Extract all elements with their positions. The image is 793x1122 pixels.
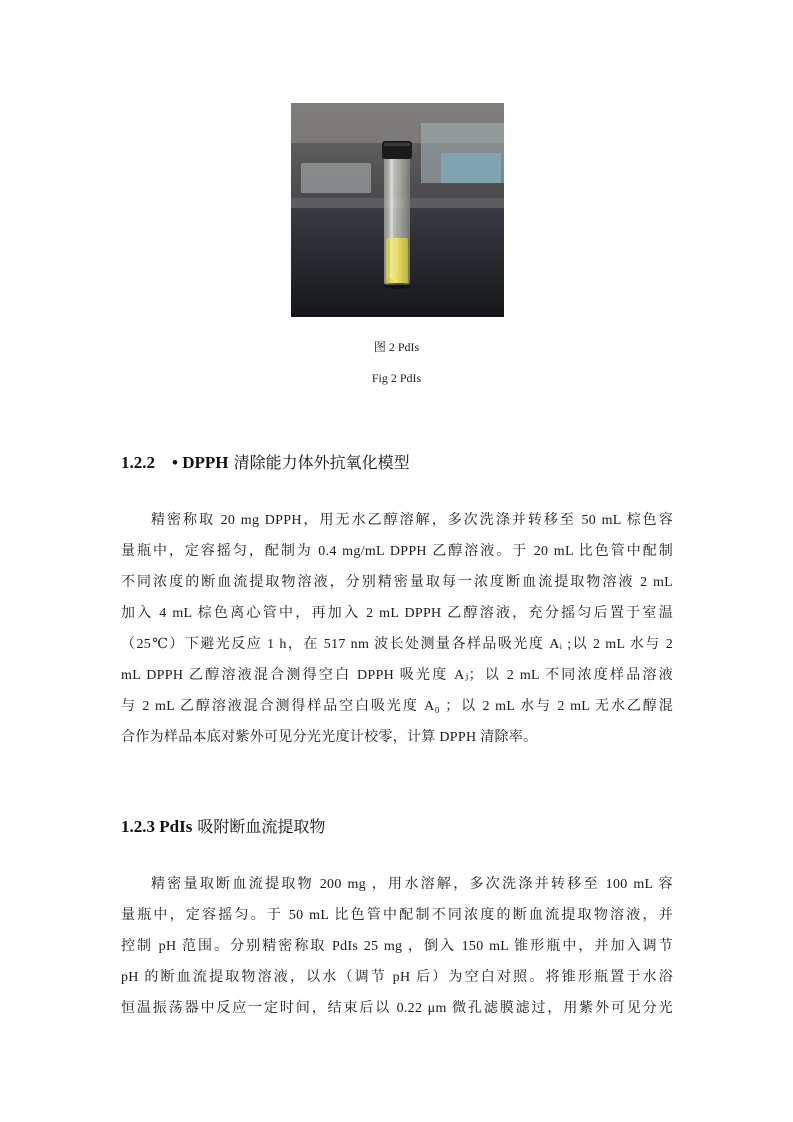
- paragraph-line: 量瓶中，定容摇匀。于 50 mL 比色管中配制不同浓度的断血流提取物溶液，并: [121, 908, 673, 923]
- section-title-latin: DPPH: [182, 453, 229, 472]
- section-heading-1-2-2: [121, 450, 410, 473]
- paragraph-line: 量瓶中，定容摇匀，配制为 0.4 mg/mL DPPH 乙醇溶液。于 20 mL 比色管中配制: [121, 544, 673, 559]
- figure-caption-en: Fig 2 PdIs: [371, 371, 422, 385]
- section-title-cjk: 吸附断血流提取物: [192, 817, 326, 836]
- paragraph-line: pH 的断血流提取物溶液，以水（调节 pH 后）为空白对照。将锥形瓶置于水浴: [121, 970, 673, 985]
- paragraph-line: 不同浓度的断血流提取物溶液，分别精密量取每一浓度断血流提取物溶液 2 mL: [121, 575, 673, 590]
- paragraph-line: mL DPPH 乙醇溶液混合测得空白 DPPH 吸光度 Aⱼ；以 2 mL 不同浓度样品溶液: [121, 668, 673, 683]
- paragraph-line: 合作为样品本底对紫外可见分光光度计校零，计算 DPPH 清除率。: [121, 730, 538, 745]
- paragraph-line: 控制 pH 范围。分别精密称取 PdIs 25 mg ，倒入 150 mL 锥形瓶中，并加入调节: [121, 939, 673, 954]
- section-title-cjk: 清除能力体外抗氧化模型: [228, 453, 410, 472]
- paragraph-line: 精密量取断血流提取物 200 mg ，用水溶解，多次洗涤并转移至 100 mL 容: [151, 877, 673, 892]
- paragraph-adsorption-method: [121, 869, 673, 1024]
- section-number: 1.2.2: [121, 453, 155, 472]
- section-number: 1.2.3: [121, 817, 155, 836]
- paragraph-line: 恒温振荡器中反应一定时间，结束后以 0.22 μm 微孔滤膜滤过，用紫外可见分光: [121, 1001, 673, 1016]
- paragraph-line: 与 2 mL 乙醇溶液混合测得样品空白吸光度 A₀ ；以 2 mL 水与 2 mL 无水乙醇混: [121, 699, 673, 714]
- paragraph-line: （25℃）下避光反应 1 h，在 517 nm 波长处测量各样品吸光度 Aᵢ ;以 2 mL 水与 2: [121, 637, 673, 652]
- paragraph-line: 加入 4 mL 棕色离心管中，再加入 2 mL DPPH 乙醇溶液，充分摇匀后置于室温: [121, 606, 673, 621]
- paragraph-dpph-method: [121, 505, 673, 753]
- section-heading-1-2-3: [121, 814, 325, 837]
- vial-photo: [291, 103, 504, 317]
- paragraph-line: 精密称取 20 mg DPPH，用无水乙醇溶解，多次洗涤并转移至 50 mL 棕色容: [151, 513, 673, 528]
- section-title-latin: PdIs: [159, 817, 193, 836]
- bullet-mark: •: [172, 453, 178, 472]
- figure-caption-cn: 图 2 PdIs: [373, 340, 420, 354]
